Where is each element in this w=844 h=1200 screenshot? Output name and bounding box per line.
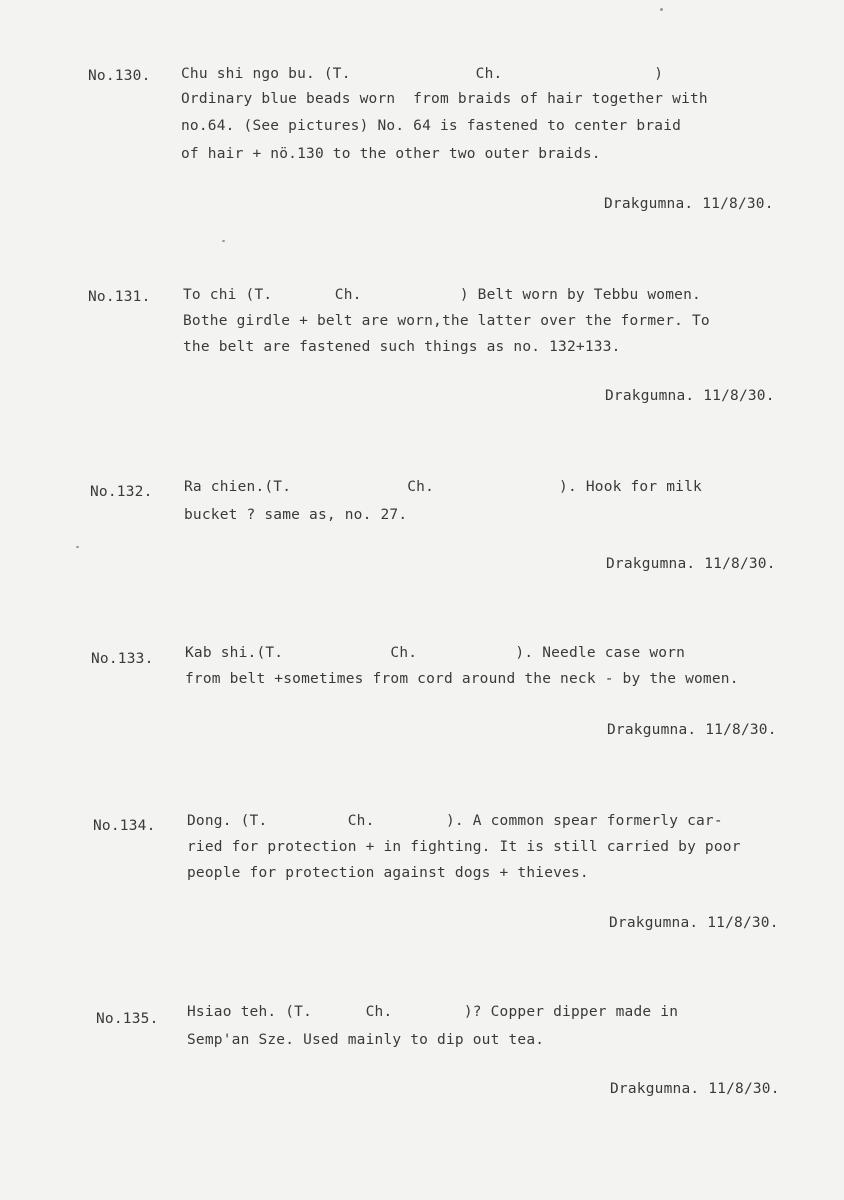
entry-number: No.133. [91,651,154,667]
entry-line: from belt +sometimes from cord around the neck - by the women. [185,671,739,687]
entry-number: No.131. [88,289,151,305]
entry-signature: Drakgumna. 11/8/30. [610,1081,780,1097]
entry-signature: Drakgumna. 11/8/30. [605,388,775,404]
entry-number: No.135. [96,1011,159,1027]
entry-signature: Drakgumna. 11/8/30. [606,556,776,572]
paper-speck [76,546,79,548]
entry-line: Chu shi ngo bu. (T. Ch. ) [181,66,664,82]
entry-line: Ordinary blue beads worn from braids of hair together with [181,91,708,107]
entry-line: Bothe girdle + belt are worn,the latter over the former. To [183,313,710,329]
entry-line: Hsiao teh. (T. Ch. )? Copper dipper made in [187,1004,679,1020]
entry-line: To chi (T. Ch. ) Belt worn by Tebbu women. [183,287,701,303]
entry-line: Ra chien.(T. Ch. ). Hook for milk [184,479,702,495]
entry-number: No.130. [88,68,151,84]
entry-signature: Drakgumna. 11/8/30. [607,722,777,738]
entry-line: people for protection against dogs + thieves. [187,865,589,881]
paper-speck [660,8,663,11]
entry-line: the belt are fastened such things as no. 132+133. [183,339,621,355]
entry-number: No.132. [90,484,153,500]
entry-line: Kab shi.(T. Ch. ). Needle case worn [185,645,686,661]
entry-line: bucket ? same as, no. 27. [184,507,408,523]
entry-line: of hair + nö.130 to the other two outer braids. [181,146,601,162]
entry-line: Dong. (T. Ch. ). A common spear formerly car- [187,813,723,829]
paper-speck [222,240,225,242]
entry-line: ried for protection + in fighting. It is still carried by poor [187,839,741,855]
entry-signature: Drakgumna. 11/8/30. [609,915,779,931]
entry-number: No.134. [93,818,156,834]
entry-line: no.64. (See pictures) No. 64 is fastened to center braid [181,118,682,134]
entry-line: Semp'an Sze. Used mainly to dip out tea. [187,1032,545,1048]
entry-signature: Drakgumna. 11/8/30. [604,196,774,212]
